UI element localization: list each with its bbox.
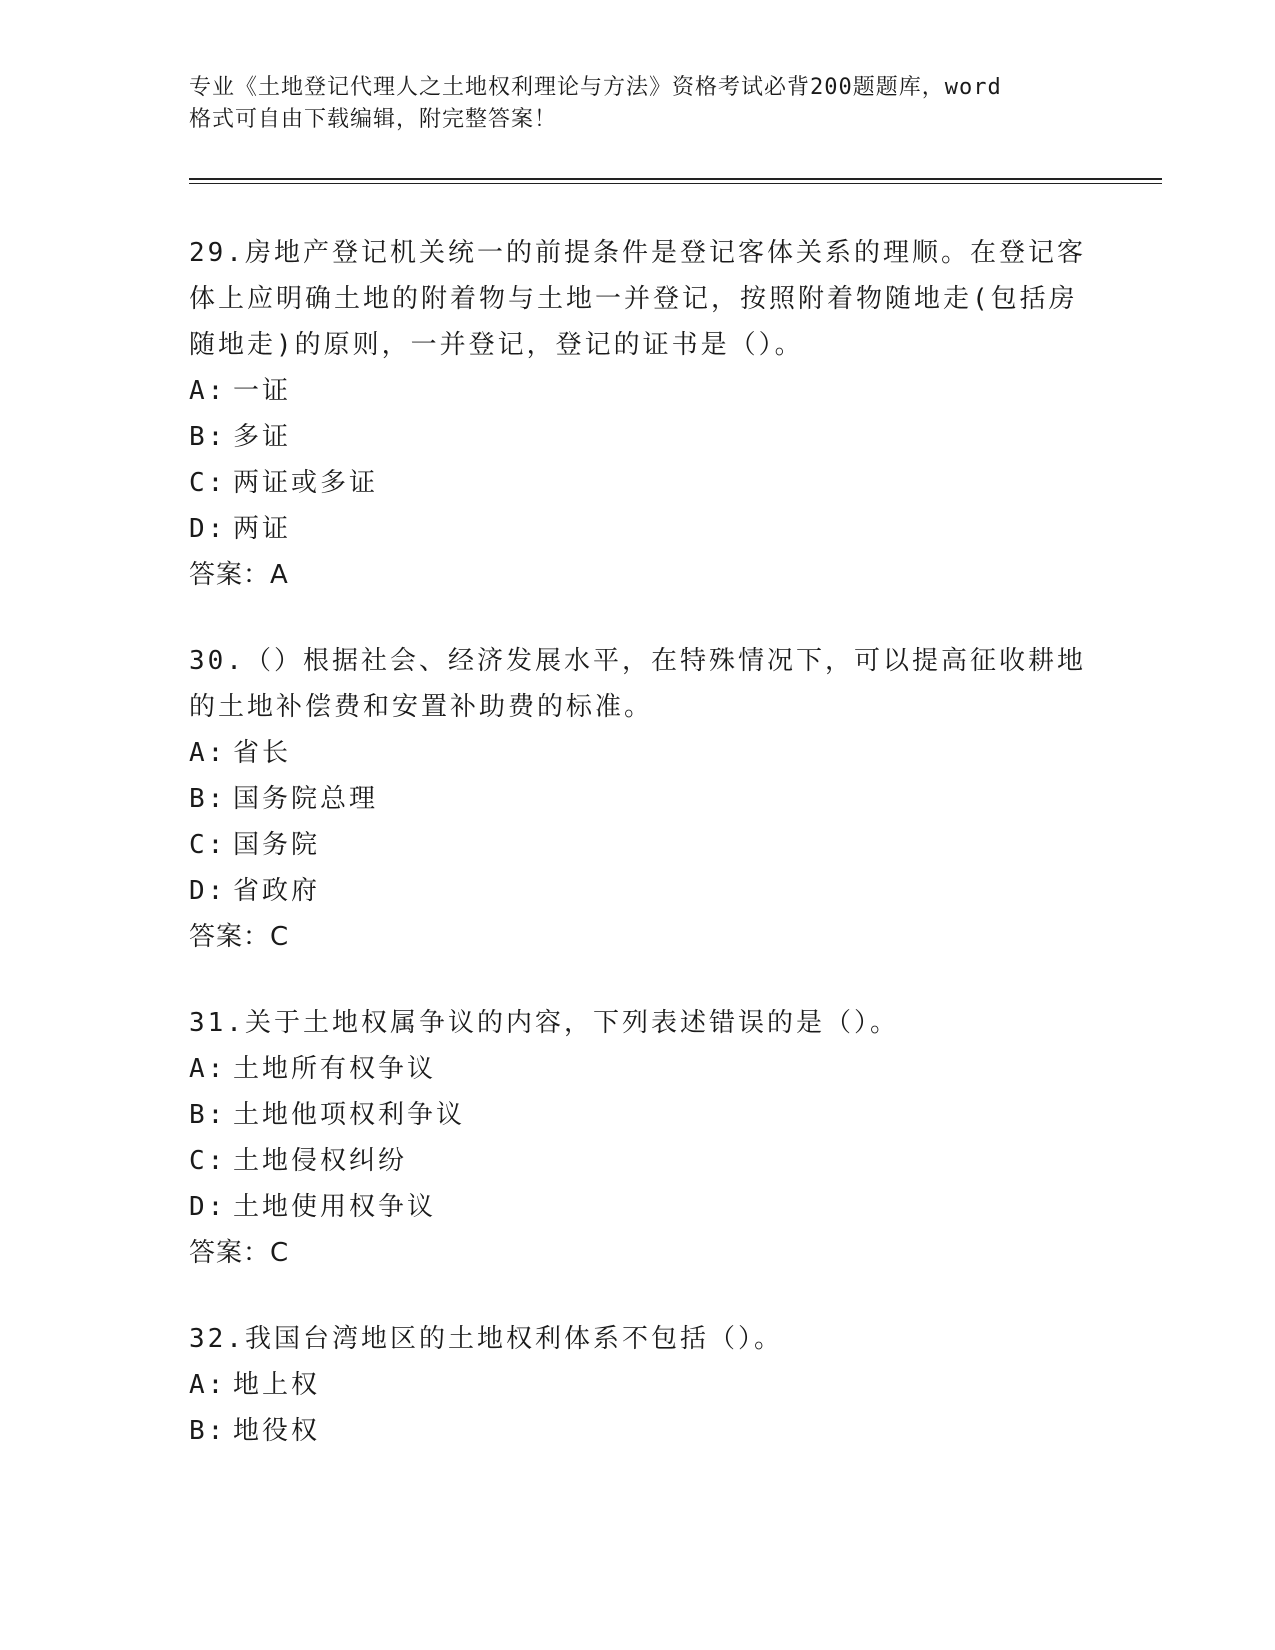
option-c (189, 822, 1089, 868)
option-key: D: (189, 514, 227, 544)
option-b (189, 1092, 1089, 1138)
option-a (189, 368, 1089, 414)
question-stem-line: 的土地补偿费和安置补助费的标准。 (189, 692, 654, 722)
option-text: 土地他项权利争议 (233, 1100, 466, 1130)
header-divider-thick (189, 178, 1162, 180)
question-stem-line: 随地走)的原则，一并登记，登记的证书是（）。 (189, 330, 804, 360)
option-key: A: (189, 1054, 227, 1084)
header-divider-thin (189, 183, 1162, 184)
document-header (189, 72, 1069, 136)
option-text: 省长 (233, 738, 292, 768)
question-stem-line: 30.（）根据社会、经济发展水平，在特殊情况下，可以提高征收耕地 (189, 646, 1086, 676)
option-d (189, 1184, 1089, 1230)
answer-line: 答案：C (189, 1238, 290, 1268)
question-30 (189, 638, 1089, 960)
option-b (189, 776, 1089, 822)
option-text: 土地所有权争议 (233, 1054, 437, 1084)
option-key: B: (189, 1100, 227, 1130)
option-text: 两证或多证 (233, 468, 379, 498)
header-line-1: 专业《土地登记代理人之土地权利理论与方法》资格考试必背200题题库，word (189, 75, 1002, 100)
header-line-2: 格式可自由下载编辑，附完整答案！ (189, 107, 558, 132)
question-stem-line: 体上应明确土地的附着物与土地一并登记，按照附着物随地走(包括房 (189, 284, 1078, 314)
option-key: D: (189, 1192, 227, 1222)
option-c (189, 460, 1089, 506)
option-key: B: (189, 784, 227, 814)
option-key: B: (189, 422, 227, 452)
option-text: 地役权 (233, 1416, 321, 1446)
option-text: 省政府 (233, 876, 321, 906)
option-key: A: (189, 1370, 227, 1400)
option-b (189, 1408, 1089, 1454)
question-stem-line: 31.关于土地权属争议的内容，下列表述错误的是（）。 (189, 1008, 899, 1038)
question-32 (189, 1316, 1089, 1454)
answer-line: 答案：C (189, 922, 290, 952)
option-text: 土地侵权纠纷 (233, 1146, 408, 1176)
option-text: 国务院总理 (233, 784, 379, 814)
question-stem-line: 32.我国台湾地区的土地权利体系不包括（）。 (189, 1324, 783, 1354)
option-key: C: (189, 1146, 227, 1176)
question-list (189, 230, 1089, 1494)
option-text: 两证 (233, 514, 292, 544)
question-29 (189, 230, 1089, 598)
option-key: D: (189, 876, 227, 906)
option-a (189, 1046, 1089, 1092)
option-a (189, 1362, 1089, 1408)
option-d (189, 868, 1089, 914)
option-key: A: (189, 376, 227, 406)
option-key: C: (189, 830, 227, 860)
option-text: 多证 (233, 422, 292, 452)
option-text: 地上权 (233, 1370, 321, 1400)
option-text: 国务院 (233, 830, 321, 860)
option-b (189, 414, 1089, 460)
question-31 (189, 1000, 1089, 1276)
option-c (189, 1138, 1089, 1184)
option-a (189, 730, 1089, 776)
option-key: B: (189, 1416, 227, 1446)
question-stem-line: 29.房地产登记机关统一的前提条件是登记客体关系的理顺。在登记客 (189, 238, 1086, 268)
option-key: C: (189, 468, 227, 498)
option-text: 一证 (233, 376, 292, 406)
option-text: 土地使用权争议 (233, 1192, 437, 1222)
option-d (189, 506, 1089, 552)
option-key: A: (189, 738, 227, 768)
answer-line: 答案：A (189, 560, 289, 590)
